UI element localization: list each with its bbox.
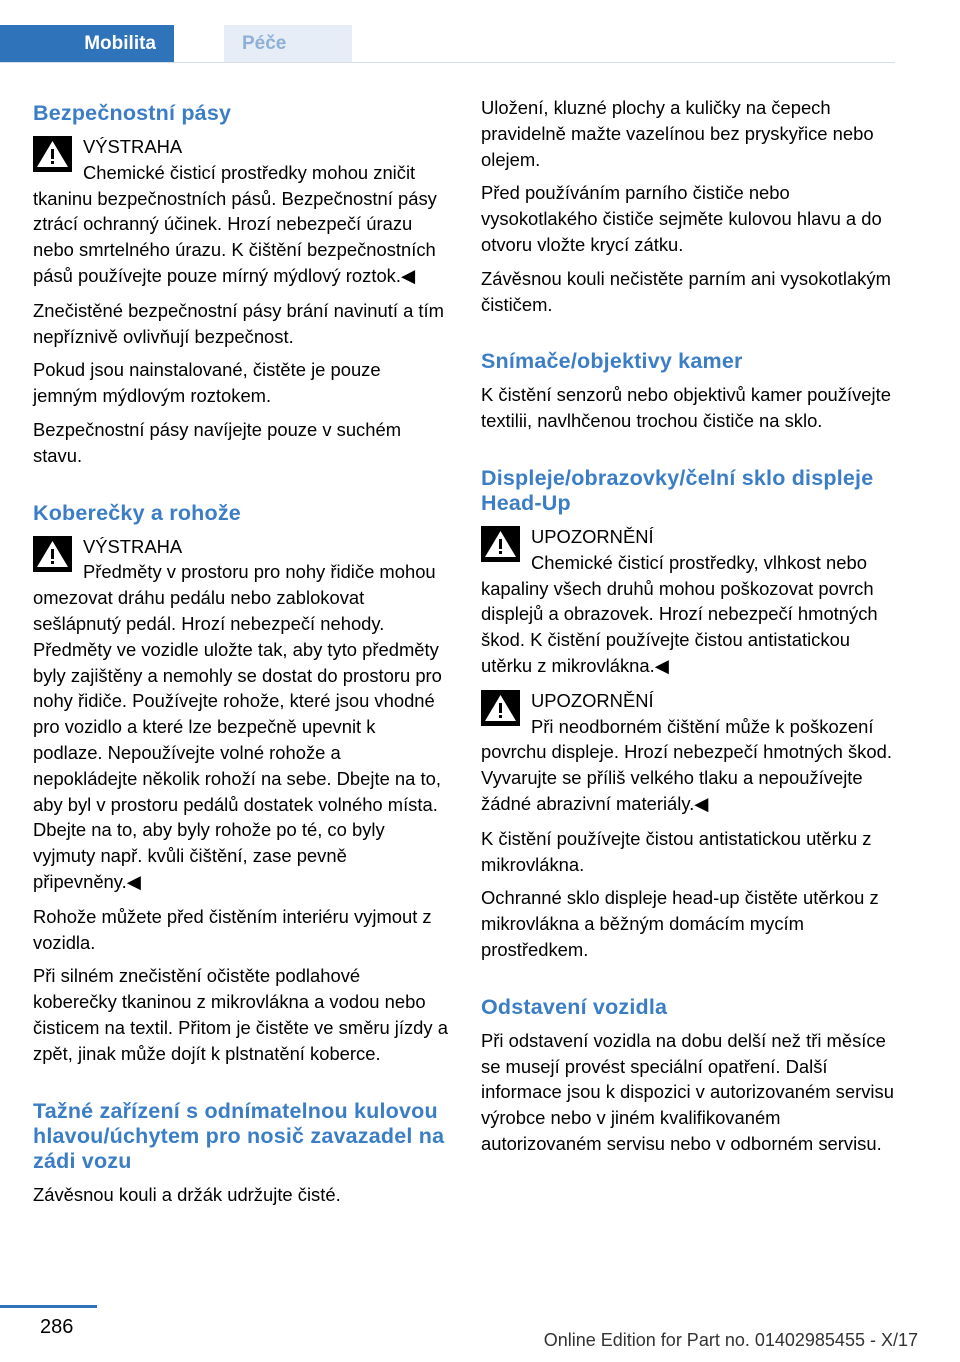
paragraph: Uložení, kluzné plochy a kuličky na čepech pravidelně mažte vazelínou bez pryskyřice nebo olejem. [481,97,874,170]
warning-triangle-icon [481,690,520,726]
paragraph: Při silném znečistění očistěte podlahové koberečky tkaninou z mikrovlákna a vodou nebo čisticem na textil. Přitom je čistěte ve směru jízdy a zpět, jinak může dojít k plstnatění koberce. [33,965,448,1064]
right-column [481,95,897,1165]
heading-tow-hitch: Tažné zařízení s odnímatelnou kulovou hlavou/úchytem pro nosič zavazadel na zádi vozu [33,1098,445,1173]
tab-pece[interactable] [224,25,352,62]
tab-mobilita-label: Mobilita [84,33,156,54]
warning-triangle-icon [33,136,72,172]
paragraph: Závěsnou kouli a držák udržujte čisté. [33,1183,341,1205]
heading-floor-mats: Koberečky a rohože [33,500,241,525]
paragraph: Ochranné sklo displeje head-up čistěte utěrkou z mikrovlákna a běžným domácím mycím prostředkem. [481,887,879,960]
notice-label: UPOZORNĚNÍ [531,689,654,711]
left-column [33,95,449,1215]
heading-camera-sensors: Snímače/objektivy kamer [481,349,743,374]
edition-footer: Online Edition for Part no. 01402985455 - X/17 [543,1330,918,1350]
warning-label: VÝSTRAHA [83,535,183,557]
paragraph: Rohože můžete před čistěním interiéru vyjmout z vozidla. [33,905,432,953]
paragraph: Před používáním parního čističe nebo vysokotlakého čističe sejměte kulovou hlavu a do otvoru vložte krycí zátku. [481,182,882,255]
notice-box-displays-1 [481,524,897,679]
warning-text: Chemické čisticí prostředky mohou zničit tkaninu bezpečnostních pásů. Bezpečnostní pásy ztrácí ochranný účinek. Hrozí nebezpečí úrazu nebo smrtelného úrazu. K čištění bezpečnostních pásů používejte pouze mírný mýdlový roztok.◀ [33,161,437,286]
notice-label: UPOZORNĚNÍ [531,525,654,547]
notice-text: Chemické čisticí prostředky, vlhkost nebo kapaliny všech druhů mohou poškozovat povrch displejů a obrazovek. Hrozí nebezpečí hmotných škod. K čistění používejte čistou antistatickou utěrku z mikrovlákna.◀ [481,551,878,676]
paragraph: Znečistěné bezpečnostní pásy brání navinutí a tím nepříznivě ovlivňují bezpečnost. [33,299,444,347]
section-tabbar [0,25,895,63]
heading-seat-belts: Bezpečnostní pásy [33,101,232,125]
warning-triangle-icon [481,526,520,562]
paragraph: K čistění používejte čistou antistatickou utěrku z mikrovlákna. [481,827,872,875]
footer-rule [0,1305,97,1308]
notice-box-displays-2 [481,688,897,817]
paragraph: Bezpečnostní pásy navíjejte pouze v suchém stavu. [33,418,402,466]
page-number: 286 [40,1316,74,1338]
warning-box-seat-belts [33,134,449,289]
warning-triangle-icon [33,536,72,572]
paragraph: K čistění senzorů nebo objektivů kamer používejte textilii, navlhčenou trochou čističe na sklo. [481,384,891,432]
paragraph: Závěsnou kouli nečistěte parním ani vysokotlakým čističem. [481,267,891,315]
paragraph: Pokud jsou nainstalované, čistěte je pouze jemným mýdlovým roztokem. [33,359,381,407]
warning-label: VÝSTRAHA [83,136,183,157]
warning-text: Předměty v prostoru pro nohy řidiče mohou omezovat dráhu pedálu nebo zablokovat sešlápnutý pedál. Hrozí nebezpečí nehody. Předměty ve vozidle uložte tak, aby tyto předměty byly zajištěny a nemohly se dostat do prostoru pro nohy řidiče. Používejte rohože, které jsou vhodné pro vozidlo a které lze bezpečně upevnit k podlaze. Nepoužívejte volné rohože a nepokládejte několik rohoží na sebe. Dbejte na to, aby byl v prostoru pedálů dostatek volného místa. Dbejte na to, aby byly rohože po té, co byly vyjmuty např. kvůli čištění, zase pevně připevněny.◀ [33,561,442,892]
tab-pece-label: Péče [242,33,287,54]
heading-displays: Displeje/obrazovky/čelní sklo displeje Head-Up [481,465,874,515]
notice-text: Při neodborném čištění může k poškození povrchu displeje. Hrozí nebezpečí hmotných škod. Vyvarujte se příliš velkého tlaku a nepoužívejte žádné abrazivní materiály.◀ [481,715,892,814]
heading-parking-vehicle: Odstavení vozidla [481,994,668,1019]
paragraph: Při odstavení vozidla na dobu delší než tři měsíce se musejí provést speciální opatření. Další informace jsou k dispozici v autorizovaném servisu výrobce nebo v jiném kvalifikovaném autorizovaném servisu nebo v odborném servisu. [481,1029,894,1154]
warning-box-floor-mats [33,534,449,895]
tab-mobilita[interactable] [0,25,174,62]
